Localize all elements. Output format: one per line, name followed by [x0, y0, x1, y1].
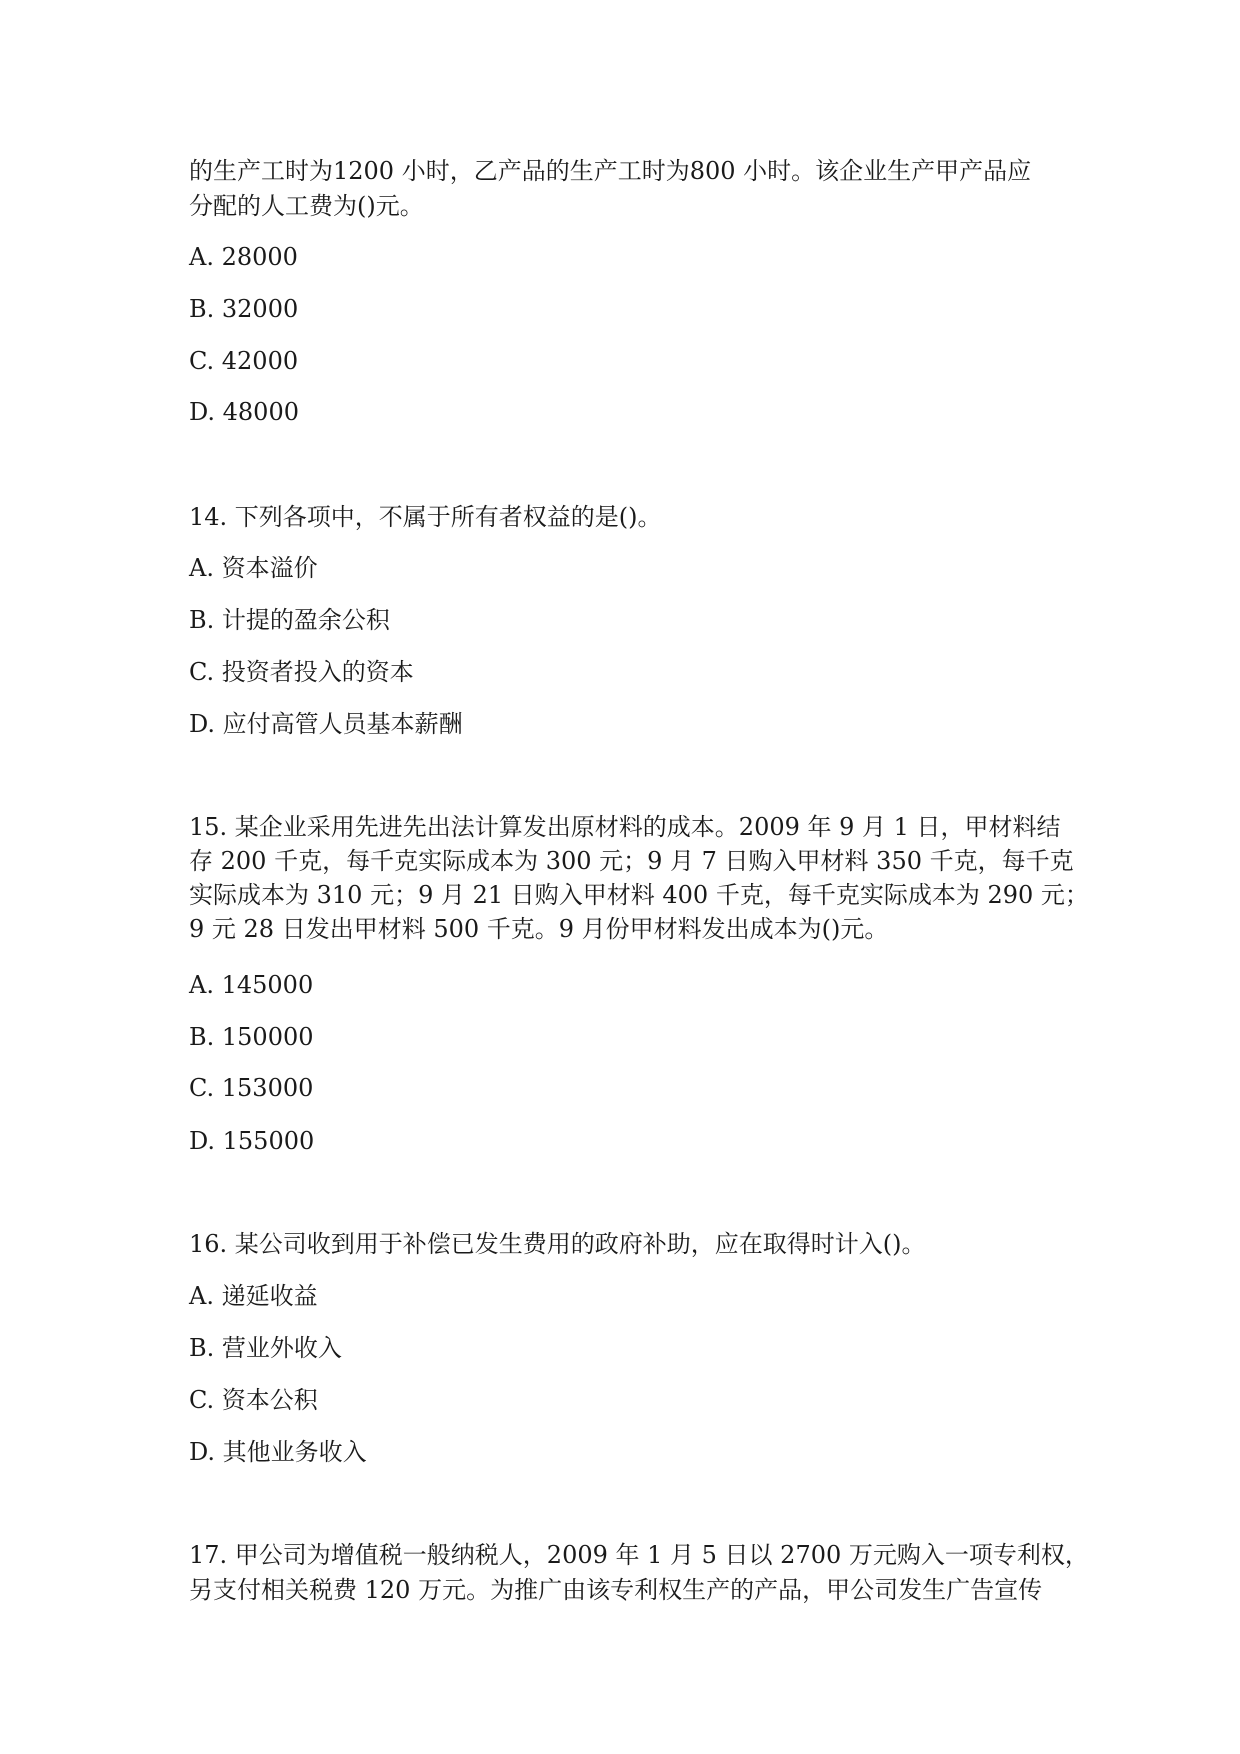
- option-a: A. 递延收益: [189, 1282, 318, 1310]
- option-b: B. 营业外收入: [189, 1334, 342, 1362]
- option-c: C. 153000: [189, 1074, 314, 1102]
- question-text: 14. 下列各项中，不属于所有者权益的是()。: [189, 503, 662, 531]
- option-c: C. 42000: [189, 347, 299, 375]
- question-text: 17. 甲公司为增值税一般纳税人，2009 年 1 月 5 日以 2700 万元购入一项专利权，: [189, 1541, 1089, 1569]
- option-a: A. 28000: [189, 243, 298, 271]
- question-text: 15. 某企业采用先进先出法计算发出原材料的成本。2009 年 9 月 1 日，甲材料结: [189, 813, 1061, 841]
- option-d: D. 应付高管人员基本薪酬: [189, 710, 463, 738]
- option-d: D. 155000: [189, 1127, 315, 1155]
- option-b: B. 计提的盈余公积: [189, 606, 390, 634]
- question-text: 分配的人工费为()元。: [189, 192, 424, 220]
- option-a: A. 资本溢价: [189, 554, 318, 582]
- question-text: 9 元 28 日发出甲材料 500 千克。9 月份甲材料发出成本为()元。: [189, 915, 889, 943]
- question-text: 另支付相关税费 120 万元。为推广由该专利权生产的产品，甲公司发生广告宣传: [189, 1576, 1043, 1604]
- option-a: A. 145000: [189, 971, 314, 999]
- question-text: 的生产工时为1200 小时，乙产品的生产工时为800 小时。该企业生产甲产品应: [189, 157, 1032, 185]
- question-text: 16. 某公司收到用于补偿已发生费用的政府补助，应在取得时计入()。: [189, 1230, 926, 1258]
- option-c: C. 投资者投入的资本: [189, 658, 414, 686]
- option-d: D. 其他业务收入: [189, 1438, 367, 1466]
- question-text: 存 200 千克，每千克实际成本为 300 元；9 月 7 日购入甲材料 350 千克，每千克: [189, 847, 1074, 875]
- option-b: B. 150000: [189, 1023, 314, 1051]
- option-b: B. 32000: [189, 295, 299, 323]
- option-c: C. 资本公积: [189, 1386, 318, 1414]
- question-text: 实际成本为 310 元；9 月 21 日购入甲材料 400 千克，每千克实际成本为 290 元；: [189, 881, 1089, 909]
- option-d: D. 48000: [189, 398, 299, 426]
